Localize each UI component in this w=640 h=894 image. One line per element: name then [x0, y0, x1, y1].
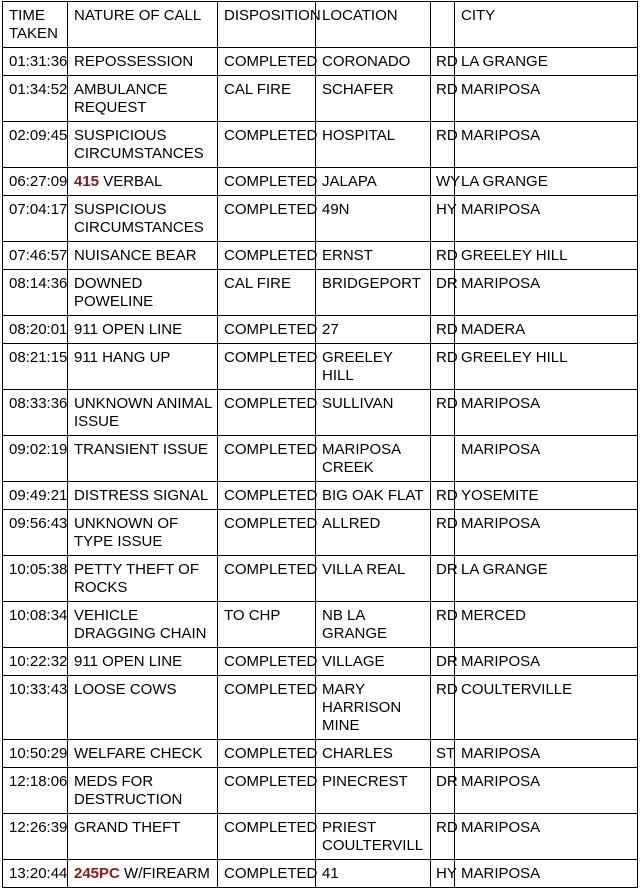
table-row	[3, 482, 638, 510]
cell-city: YOSEMITE	[455, 482, 638, 510]
table-row	[3, 510, 638, 556]
cell-nature	[68, 436, 218, 482]
cell-disposition: COMPLETED	[218, 48, 316, 76]
cell-location: 49N	[316, 196, 431, 242]
cell-time: 07:04:17	[3, 196, 68, 242]
cell-suffix: RD	[431, 602, 455, 648]
nature-text: PETTY THEFT OF ROCKS	[74, 561, 200, 596]
nature-text: DOWNED POWELINE	[74, 275, 154, 310]
cell-city: LA GRANGE	[455, 48, 638, 76]
cell-time: 09:49:21	[3, 482, 68, 510]
cell-nature	[68, 242, 218, 270]
table-row	[3, 122, 638, 168]
cell-suffix: RD	[431, 510, 455, 556]
cell-nature	[68, 482, 218, 510]
table-row	[3, 48, 638, 76]
cell-nature	[68, 676, 218, 740]
table-row	[3, 814, 638, 860]
nature-text: 911 OPEN LINE	[74, 321, 183, 338]
cell-suffix: RD	[431, 76, 455, 122]
cell-nature	[68, 648, 218, 676]
header-time: TIME TAKEN	[3, 2, 68, 48]
cell-suffix: HY	[431, 860, 455, 888]
cell-nature	[68, 270, 218, 316]
cell-location: SULLIVAN	[316, 390, 431, 436]
table-row	[3, 676, 638, 740]
cell-suffix: RD	[431, 316, 455, 344]
nature-text: W/FIREARM	[119, 865, 210, 882]
table-row	[3, 740, 638, 768]
cell-time: 12:26:39	[3, 814, 68, 860]
cell-nature	[68, 344, 218, 390]
cell-disposition: COMPLETED	[218, 510, 316, 556]
cell-nature	[68, 556, 218, 602]
cell-location: MARIPOSA CREEK	[316, 436, 431, 482]
cell-disposition: COMPLETED	[218, 648, 316, 676]
header-row	[3, 2, 638, 48]
cell-suffix: RD	[431, 48, 455, 76]
cell-suffix: ST	[431, 740, 455, 768]
cell-disposition: COMPLETED	[218, 814, 316, 860]
cell-city: MERCED	[455, 602, 638, 648]
cell-location: 41	[316, 860, 431, 888]
nature-text: LOOSE COWS	[74, 681, 177, 698]
cell-disposition: CAL FIRE	[218, 270, 316, 316]
cell-nature	[68, 814, 218, 860]
cell-city: GREELEY HILL	[455, 344, 638, 390]
table-row	[3, 316, 638, 344]
cell-time: 12:18:06	[3, 768, 68, 814]
cell-nature	[68, 510, 218, 556]
cell-nature	[68, 122, 218, 168]
cell-nature	[68, 390, 218, 436]
cell-time: 01:34:52	[3, 76, 68, 122]
cell-city: MARIPOSA	[455, 860, 638, 888]
header-disposition: DISPOSITION	[218, 2, 316, 48]
nature-text: REPOSSESSION	[74, 53, 194, 70]
cell-time: 10:33:43	[3, 676, 68, 740]
cell-location: PINECREST	[316, 768, 431, 814]
cell-city: COULTERVILLE	[455, 676, 638, 740]
header-location: LOCATION	[316, 2, 431, 48]
cell-city: GREELEY HILL	[455, 242, 638, 270]
table-body	[3, 48, 638, 888]
cell-nature	[68, 768, 218, 814]
nature-text: SUSPICIOUS CIRCUMSTANCES	[74, 201, 204, 236]
nature-text: 911 OPEN LINE	[74, 653, 183, 670]
table-row	[3, 168, 638, 196]
table-row	[3, 196, 638, 242]
cell-location: MARY HARRISON MINE	[316, 676, 431, 740]
cell-time: 06:27:09	[3, 168, 68, 196]
cell-city: MARIPOSA	[455, 270, 638, 316]
nature-text: UNKNOWN ANIMAL ISSUE	[74, 395, 212, 430]
cell-time: 13:20:44	[3, 860, 68, 888]
nature-text: MEDS FOR DESTRUCTION	[74, 773, 183, 808]
cell-suffix: DR	[431, 648, 455, 676]
cell-city: MARIPOSA	[455, 390, 638, 436]
nature-text: UNKNOWN OF TYPE ISSUE	[74, 515, 179, 550]
cell-time: 08:33:36	[3, 390, 68, 436]
cell-location: PRIEST COULTERVILL	[316, 814, 431, 860]
nature-text: DISTRESS SIGNAL	[74, 487, 209, 504]
table-row	[3, 436, 638, 482]
cell-disposition: COMPLETED	[218, 676, 316, 740]
cell-disposition: COMPLETED	[218, 168, 316, 196]
cell-time: 01:31:36	[3, 48, 68, 76]
cell-disposition: COMPLETED	[218, 196, 316, 242]
cell-nature	[68, 602, 218, 648]
cell-location: 27	[316, 316, 431, 344]
table-row	[3, 270, 638, 316]
cell-disposition: COMPLETED	[218, 740, 316, 768]
cell-city: MARIPOSA	[455, 76, 638, 122]
cell-disposition: COMPLETED	[218, 390, 316, 436]
nature-text: 911 HANG UP	[74, 349, 171, 366]
cell-time: 02:09:45	[3, 122, 68, 168]
penal-code-label: 415	[74, 173, 100, 190]
cell-time: 08:20:01	[3, 316, 68, 344]
cell-time: 10:05:38	[3, 556, 68, 602]
cell-nature	[68, 168, 218, 196]
cell-nature	[68, 196, 218, 242]
cell-disposition: COMPLETED	[218, 316, 316, 344]
cell-time: 09:56:43	[3, 510, 68, 556]
cell-disposition: TO CHP	[218, 602, 316, 648]
cell-disposition: COMPLETED	[218, 344, 316, 390]
cell-time: 08:21:15	[3, 344, 68, 390]
cell-suffix: RD	[431, 242, 455, 270]
cell-suffix: HY	[431, 196, 455, 242]
cell-city: MARIPOSA	[455, 648, 638, 676]
cell-city: LA GRANGE	[455, 168, 638, 196]
cell-nature	[68, 860, 218, 888]
cell-suffix: DR	[431, 768, 455, 814]
cell-time: 07:46:57	[3, 242, 68, 270]
cell-disposition: COMPLETED	[218, 242, 316, 270]
cell-location: NB LA GRANGE	[316, 602, 431, 648]
cell-city: MARIPOSA	[455, 740, 638, 768]
cell-location: BIG OAK FLAT	[316, 482, 431, 510]
cell-location: CHARLES	[316, 740, 431, 768]
cell-suffix: DR	[431, 270, 455, 316]
cell-disposition: CAL FIRE	[218, 76, 316, 122]
header-city: CITY	[455, 2, 638, 48]
cell-time: 08:14:36	[3, 270, 68, 316]
table-row	[3, 860, 638, 888]
nature-text: VEHICLE DRAGGING CHAIN	[74, 607, 207, 642]
cell-disposition: COMPLETED	[218, 768, 316, 814]
cell-location: BRIDGEPORT	[316, 270, 431, 316]
cell-suffix: DR	[431, 556, 455, 602]
cell-location: HOSPITAL	[316, 122, 431, 168]
cell-location: SCHAFER	[316, 76, 431, 122]
table-row	[3, 390, 638, 436]
cell-location: CORONADO	[316, 48, 431, 76]
nature-text: TRANSIENT ISSUE	[74, 441, 208, 458]
cell-location: VILLA REAL	[316, 556, 431, 602]
cell-city: MADERA	[455, 316, 638, 344]
cell-city: MARIPOSA	[455, 436, 638, 482]
cell-suffix: RD	[431, 814, 455, 860]
cell-city: LA GRANGE	[455, 556, 638, 602]
cell-nature	[68, 740, 218, 768]
nature-text: GRAND THEFT	[74, 819, 181, 836]
cell-time: 10:22:32	[3, 648, 68, 676]
cell-location: JALAPA	[316, 168, 431, 196]
table-row	[3, 602, 638, 648]
call-log-table	[2, 1, 638, 888]
cell-time: 10:50:29	[3, 740, 68, 768]
penal-code-label: 245PC	[74, 865, 120, 882]
table-row	[3, 556, 638, 602]
cell-city: MARIPOSA	[455, 768, 638, 814]
cell-nature	[68, 316, 218, 344]
cell-time: 09:02:19	[3, 436, 68, 482]
cell-suffix: WY	[431, 168, 455, 196]
cell-location: ALLRED	[316, 510, 431, 556]
cell-suffix: RD	[431, 482, 455, 510]
cell-location: VILLAGE	[316, 648, 431, 676]
cell-suffix	[431, 436, 455, 482]
table-row	[3, 344, 638, 390]
table-row	[3, 242, 638, 270]
nature-text: VERBAL	[99, 173, 163, 190]
cell-suffix: RD	[431, 344, 455, 390]
nature-text: SUSPICIOUS CIRCUMSTANCES	[74, 127, 204, 162]
nature-text: WELFARE CHECK	[74, 745, 203, 762]
nature-text: AMBULANCE REQUEST	[74, 81, 168, 116]
cell-disposition: COMPLETED	[218, 860, 316, 888]
cell-city: MARIPOSA	[455, 814, 638, 860]
cell-disposition: COMPLETED	[218, 122, 316, 168]
cell-city: MARIPOSA	[455, 196, 638, 242]
header-suffix	[431, 2, 455, 48]
table-row	[3, 768, 638, 814]
cell-disposition: COMPLETED	[218, 556, 316, 602]
cell-nature	[68, 76, 218, 122]
cell-disposition: COMPLETED	[218, 436, 316, 482]
cell-location: ERNST	[316, 242, 431, 270]
table-row	[3, 76, 638, 122]
cell-location: GREELEY HILL	[316, 344, 431, 390]
cell-suffix: RD	[431, 122, 455, 168]
header-nature: NATURE OF CALL	[68, 2, 218, 48]
cell-time: 10:08:34	[3, 602, 68, 648]
cell-suffix: RD	[431, 676, 455, 740]
cell-disposition: COMPLETED	[218, 482, 316, 510]
nature-text: NUISANCE BEAR	[74, 247, 197, 264]
cell-nature	[68, 48, 218, 76]
cell-city: MARIPOSA	[455, 510, 638, 556]
cell-suffix: RD	[431, 390, 455, 436]
table-row	[3, 648, 638, 676]
cell-city: MARIPOSA	[455, 122, 638, 168]
